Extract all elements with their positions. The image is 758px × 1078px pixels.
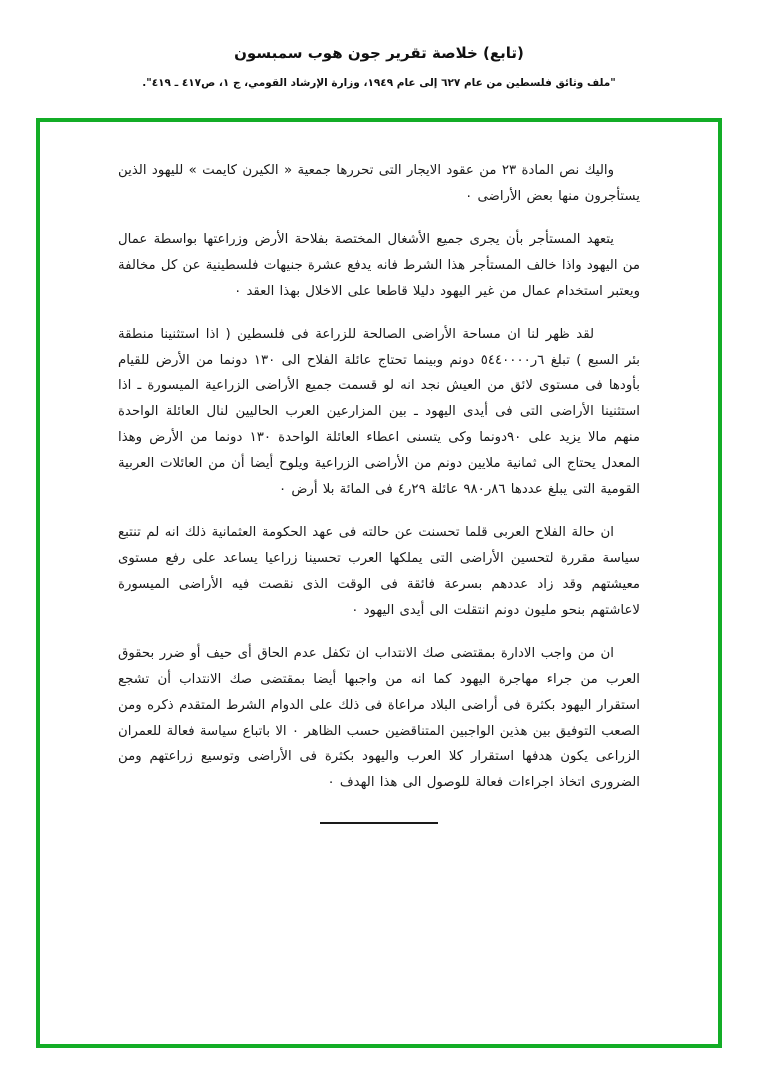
green-border-frame [36, 118, 722, 1048]
paragraph: واليك نص المادة ٢٣ من عقود الايجار التى تحررها جمعية « الكيرن كايمت » لليهود الذين يستأجرون منها بعض الأراضى ٠ [118, 163, 640, 204]
paragraph: لقد ظهر لنا ان مساحة الأراضى الصالحة للزراعة فى فلسطين ( اذا استثنينا منطقة بئر السبع ) تبلغ ٦ر٥٤٤٠٠٠٠ دونم وبينما تحتاج عائلة الفلاح الى ١٣٠ دونما من الأرض للقيام بأودها فى مستوى لائق من العيش نجد انه لو قسمت جميع الأراضى الزراعية الميسورة ـ اذا استثنينا الأراضى التى فى أيدى اليهود ـ بين المزارعين العرب الحاليين لنال العائلة الواحدة منهم مالا يزيد على ٩٠دونما وكى يتسنى اعطاء العائلة الواحدة ١٣٠ دونما من الأرض وهذا المعدل يحتاج الى ثمانية ملايين دونم من الأراضى الزراعية ويلوح أيضا أن من العائلات العربية القومية التى يبلغ عددها ٨٦ر٩٨٠ عائلة ٢٩ر٤ فى المائة بلا أرض ٠ [118, 326, 640, 498]
divider-line [320, 822, 438, 824]
paragraph: ان من واجب الادارة بمقتضى صك الانتداب ان تكفل عدم الحاق أى حيف أو ضرر بحقوق العرب من جراء مهاجرة اليهود كما انه من واجبها أيضا بمقتضى صك الانتداب أن تشجع استقرار اليهود بكثرة فى أراضى البلاد مراعاة فى ذلك على الدوام الشرط المتقدم ذكره ومن الصعب التوفيق بين هذين الواجبين المتناقضين حسب الظاهر ٠ الا باتباع سياسة فعالة للعمران الزراعى يكون هدفها استقرار كلا العرب واليهود بكثرة فى الأراضى وتوسيع زراعتهم ومن الضرورى اتخاذ اجراءات فعالة للوصول الى هذا الهدف ٠ [118, 645, 640, 791]
source-citation: "ملف وثائق فلسطين من عام ٦٢٧ إلى عام ١٩٤٩، وزارة الإرشاد القومي، ج ١، ص٤١٧ ـ ٤١٩". [142, 76, 616, 89]
paragraph: ان حالة الفلاح العربى قلما تحسنت عن حالته فى عهد الحكومة العثمانية ذلك انه لم تنتبع سياسة مقررة لتحسين الأراضى التى يملكها العرب تحسينا زراعيا يساعد على رفع مستوى معيشتهم وقد زاد عددهم بسرعة فائقة فى الوقت الذى نقصت فيه الأراضى الميسورة لاعاشتهم بنحو مليون دونم انتقلت الى أيدى اليهود ٠ [118, 525, 640, 618]
document-header [0, 0, 758, 90]
page-title: (تابع) خلاصة تقرير جون هوب سمبسون [234, 44, 524, 62]
document-body [40, 122, 718, 844]
bottom-spacer [118, 824, 640, 844]
paragraph: يتعهد المستأجر بأن يجرى جميع الأشغال المختصة بفلاحة الأرض وزراعتها بواسطة عمال من اليهود واذا خالف المستأجر هذا الشرط فانه يدفع عشرة جنيهات فلسطينية عن كل مخالفة ويعتبر استخدام عمال من غير اليهود دليلا قاطعا على الاخلال بهذا العقد ٠ [118, 231, 640, 299]
